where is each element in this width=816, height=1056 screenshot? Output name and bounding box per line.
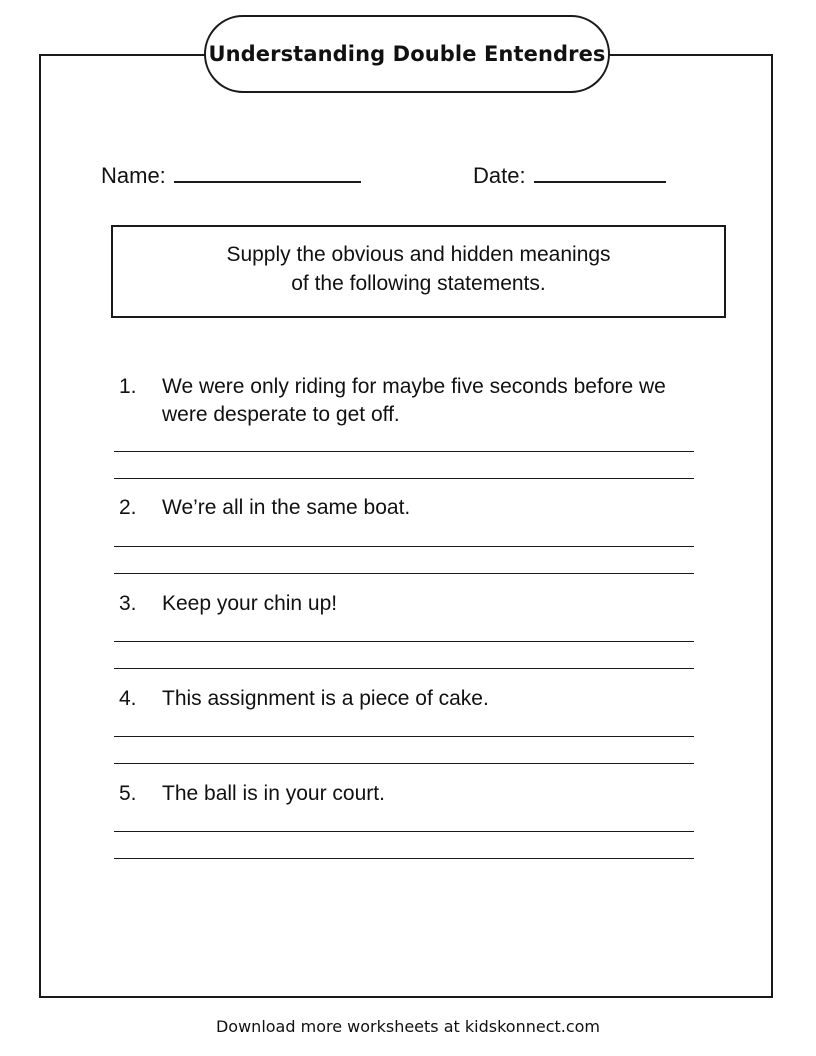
name-label: Name: (101, 163, 166, 188)
question-text (162, 685, 722, 713)
question-text-line: We were only riding for maybe five seconds before we (162, 375, 666, 398)
answer-line[interactable] (114, 641, 694, 642)
answer-line[interactable] (114, 858, 694, 859)
question-number: 2. (119, 496, 137, 519)
question-number: 5. (119, 782, 137, 805)
question-number: 4. (119, 687, 137, 710)
date-label: Date: (473, 163, 526, 188)
date-field (473, 161, 666, 190)
worksheet-title-text: Understanding Double Entendres (208, 42, 606, 66)
instructions-line-1: Supply the obvious and hidden meanings (226, 242, 611, 266)
answer-line[interactable] (114, 668, 694, 669)
question-text-line: were desperate to get off. (162, 403, 400, 426)
instructions-box (111, 225, 726, 318)
instructions-line-2: of the following statements. (291, 271, 546, 295)
answer-line[interactable] (114, 736, 694, 737)
question-text-line: Keep your chin up! (162, 592, 338, 615)
answer-line[interactable] (114, 763, 694, 764)
question-text (162, 590, 722, 618)
answer-line[interactable] (114, 478, 694, 479)
question-text-line: The ball is in your court. (162, 782, 385, 805)
answer-line[interactable] (114, 573, 694, 574)
question-text-line: We’re all in the same boat. (162, 496, 411, 519)
question-text-line: This assignment is a piece of cake. (162, 687, 489, 710)
name-blank[interactable] (174, 161, 361, 183)
question-number: 3. (119, 592, 137, 615)
answer-line[interactable] (114, 831, 694, 832)
question-text (162, 780, 722, 808)
footer-credit: Download more worksheets at kidskonnect.com (215, 1017, 601, 1036)
name-field (101, 161, 361, 190)
answer-line[interactable] (114, 451, 694, 452)
date-blank[interactable] (534, 161, 666, 183)
question-number: 1. (119, 375, 137, 398)
worksheet-title (204, 15, 610, 93)
question-text (162, 373, 722, 429)
answer-line[interactable] (114, 546, 694, 547)
question-text (162, 494, 722, 522)
worksheet-border (39, 54, 773, 998)
